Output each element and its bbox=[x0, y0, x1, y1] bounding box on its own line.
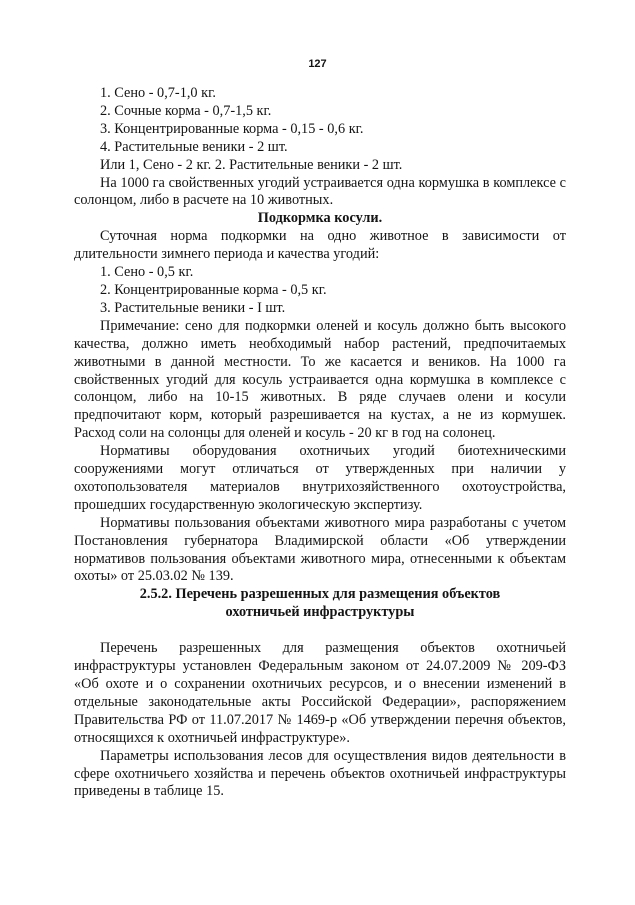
list-item: 2. Сочные корма - 0,7-1,5 кг. bbox=[100, 102, 272, 119]
spacer bbox=[74, 622, 566, 640]
list-item: 1. Сено - 0,7-1,0 кг. bbox=[100, 85, 216, 101]
usage-paragraph: Нормативы пользования объектами животного мира разработаны с учетом Постановления губернатора Владимирской области «Об утверждении нормативов пользования объектами животного мира, отнесенными к объектам охоты» от 25.03.02 № 139. bbox=[74, 514, 566, 585]
page-content bbox=[74, 85, 566, 801]
list-item: 3. Растительные веники - I шт. bbox=[100, 299, 286, 316]
section-heading-252 bbox=[74, 586, 566, 622]
infrastructure-paragraph: Перечень разрешенных для размещения объектов охотничьей инфраструктуры установлен Федеральным законом от 24.07.2009 № 209-ФЗ «Об охоте и о сохранении охотничьих ресурсов, и о внесении изменений в отдельные законодательные акты Российской Федерации», распоряжением Правительства РФ от 11.07.2017 № 1469-р «Об утверждении перечня объектов, относящихся к охотничьей инфраструктуре». bbox=[74, 640, 566, 746]
list-item: 4. Растительные веники - 2 шт. bbox=[100, 138, 288, 155]
page-number: 127 bbox=[308, 58, 327, 70]
list-item: 3. Концентрированные корма - 0,15 - 0,6 кг. bbox=[100, 120, 364, 137]
feeder-paragraph: На 1000 га свойственных угодий устраивается одна кормушка в комплексе с солонцом, либо в расчете на 10 животных. bbox=[74, 174, 566, 209]
section-heading-line: охотничьей инфраструктуры bbox=[225, 604, 415, 621]
note-paragraph: Примечание: сено для подкормки оленей и косуль должно быть высокого качества, должно иметь необходимый набор растений, предпочитаемых животными в данной местности. То же касается и веников. На 1000 га свойственных угодий для косуль устраивается одна кормушка в комплексе с солонцом, либо на 10-15 животных. В ряде случаев олени и косули предпочитают корм, который разрешивается на кустах, а не из кормушек. Расход соли на солонцы для оленей и косуль - 20 кг в год на солонец. bbox=[74, 317, 566, 442]
section-heading-line: 2.5.2. Перечень разрешенных для размещения объектов bbox=[139, 586, 501, 603]
list-item: Или 1, Сено - 2 кг. 2. Растительные веники - 2 шт. bbox=[100, 156, 403, 173]
roe-intro-paragraph: Суточная норма подкормки на одно животное в зависимости от длительности зимнего периода и качества угодий: bbox=[74, 228, 566, 263]
norms-paragraph: Нормативы оборудования охотничьих угодий биотехническими сооружениями могут отличаться от утвержденных при наличии у охотопользователя материалов внутрихозяйственного охотоустройства, прошедших государственную экологическую экспертизу. bbox=[74, 443, 566, 513]
forest-use-paragraph: Параметры использования лесов для осуществления видов деятельности в сфере охотничьего хозяйства и перечень объектов охотничьей инфраструктуры приведены в таблице 15. bbox=[74, 747, 566, 800]
list-item: 1. Сено - 0,5 кг. bbox=[100, 264, 194, 281]
list-item: 2. Концентрированные корма - 0,5 кг. bbox=[100, 281, 327, 298]
section-heading-roe: Подкормка косули. bbox=[257, 210, 383, 227]
